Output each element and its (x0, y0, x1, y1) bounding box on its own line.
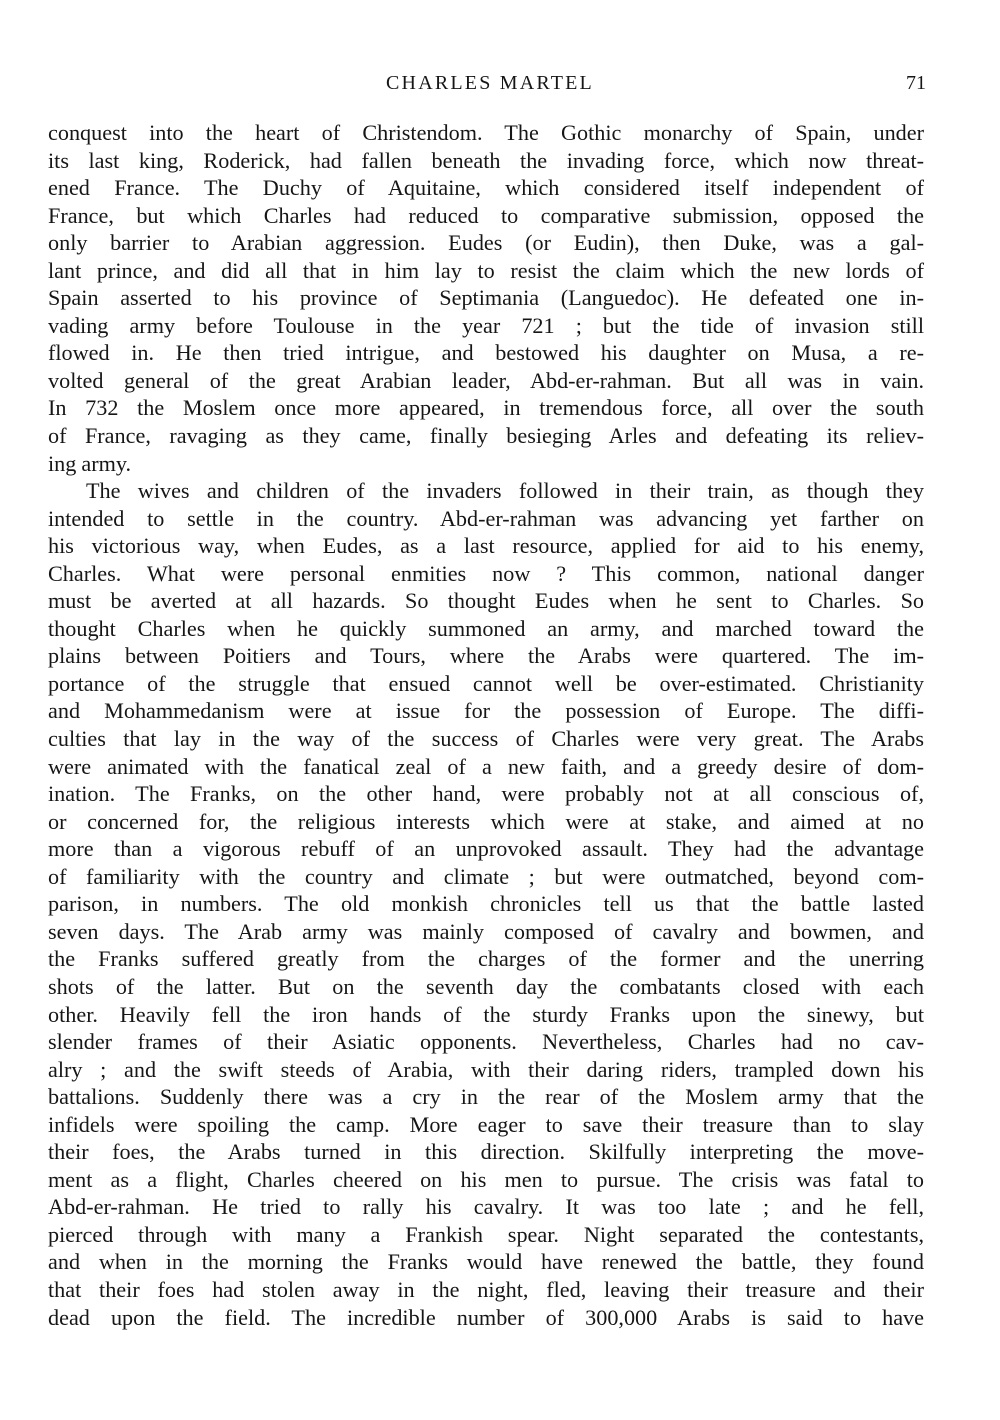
text-line: must be averted at all hazards. So thought Eudes when he sent to Charles. So (48, 588, 924, 614)
text-line: their foes, the Arabs turned in this direction. Skilfully interpreting the move- (48, 1139, 924, 1165)
text-line: battalions. Suddenly there was a cry in the rear of the Moslem army that the (48, 1084, 924, 1110)
text-line: portance of the struggle that ensued cannot well be over-estimated. Christianity (48, 670, 924, 696)
text-line: seven days. The Arab army was mainly composed of cavalry and bowmen, and (48, 918, 924, 944)
text-line: the Franks suffered greatly from the charges of the former and the unerring (48, 946, 924, 972)
text-line: ing army. (48, 450, 132, 476)
text-line: culties that lay in the way of the success of Charles were very great. The Arabs (48, 726, 924, 752)
text-line: pierced through with many a Frankish spear. Night separated the contestants, (48, 1221, 924, 1247)
text-line: In 732 the Moslem once more appeared, in tremendous force, all over the south (48, 395, 924, 421)
paragraph-1 (48, 119, 924, 477)
text-line: slender frames of their Asiatic opponents. Nevertheless, Charles had no cav- (48, 1029, 924, 1055)
text-line: thought Charles when he quickly summoned an army, and marched toward the (48, 615, 924, 641)
text-line: Spain asserted to his province of Septimania (Languedoc). He defeated one in- (48, 285, 924, 311)
text-line: flowed in. He then tried intrigue, and bestowed his daughter on Musa, a re- (48, 340, 924, 366)
text-line: dead upon the field. The incredible number of 300,000 Arabs is said to have (48, 1304, 924, 1330)
text-line: conquest into the heart of Christendom. The Gothic monarchy of Spain, under (48, 120, 924, 145)
text-line: or concerned for, the religious interests which were at stake, and aimed at no (48, 808, 924, 834)
text-line: his victorious way, when Eudes, as a last resource, applied for aid to his enemy, (48, 533, 924, 559)
text-line: lant prince, and did all that in him lay to resist the claim which the new lords of (48, 257, 924, 283)
text-line: alry ; and the swift steeds of Arabia, with their daring riders, trampled down his (48, 1056, 924, 1082)
text-line: vading army before Toulouse in the year 721 ; but the tide of invasion still (48, 312, 924, 338)
text-line: ination. The Franks, on the other hand, were probably not at all conscious of, (48, 781, 924, 807)
page-number: 71 (906, 72, 926, 94)
text-line: of familiarity with the country and climate ; but were outmatched, beyond com- (48, 863, 924, 889)
running-title: CHARLES MARTEL (386, 72, 594, 94)
text-line: more than a vigorous rebuff of an unprovoked assault. They had the advantage (48, 836, 924, 862)
text-line: of France, ravaging as they came, finally besieging Arles and defeating its reliev- (48, 423, 924, 449)
text-line: The wives and children of the invaders followed in their train, as though they (86, 478, 924, 504)
text-line: its last king, Roderick, had fallen beneath the invading force, which now threat- (48, 147, 924, 173)
running-head (0, 68, 1000, 98)
body-text (48, 119, 924, 1331)
text-line: and Mohammedanism were at issue for the possession of Europe. The diffi- (48, 698, 924, 724)
text-line: volted general of the great Arabian leader, Abd-er-rahman. But all was in vain. (48, 367, 924, 393)
text-line: were animated with the fanatical zeal of a new faith, and a greedy desire of dom- (48, 753, 924, 779)
text-line: that their foes had stolen away in the night, fled, leaving their treasure and their (48, 1276, 924, 1302)
text-line: parison, in numbers. The old monkish chronicles tell us that the battle lasted (48, 891, 924, 917)
text-line: infidels were spoiling the camp. More eager to save their treasure than to slay (48, 1111, 924, 1137)
text-line: only barrier to Arabian aggression. Eudes (or Eudin), then Duke, was a gal- (48, 230, 924, 256)
paragraph-2 (48, 477, 924, 1331)
text-line: Abd-er-rahman. He tried to rally his cavalry. It was too late ; and he fell, (48, 1194, 924, 1220)
text-line: France, but which Charles had reduced to comparative submission, opposed the (48, 202, 924, 228)
text-line: ened France. The Duchy of Aquitaine, which considered itself independent of (48, 175, 924, 201)
text-line: shots of the latter. But on the seventh day the combatants closed with each (48, 973, 924, 999)
text-line: Charles. What were personal enmities now ? This common, national danger (48, 560, 924, 586)
text-line: intended to settle in the country. Abd-er-rahman was advancing yet farther on (48, 505, 924, 531)
text-line: other. Heavily fell the iron hands of the sturdy Franks upon the sinewy, but (48, 1001, 924, 1027)
text-line: plains between Poitiers and Tours, where the Arabs were quartered. The im- (48, 643, 924, 669)
text-line: and when in the morning the Franks would have renewed the battle, they found (48, 1249, 924, 1275)
text-line: ment as a flight, Charles cheered on his men to pursue. The crisis was fatal to (48, 1166, 924, 1192)
